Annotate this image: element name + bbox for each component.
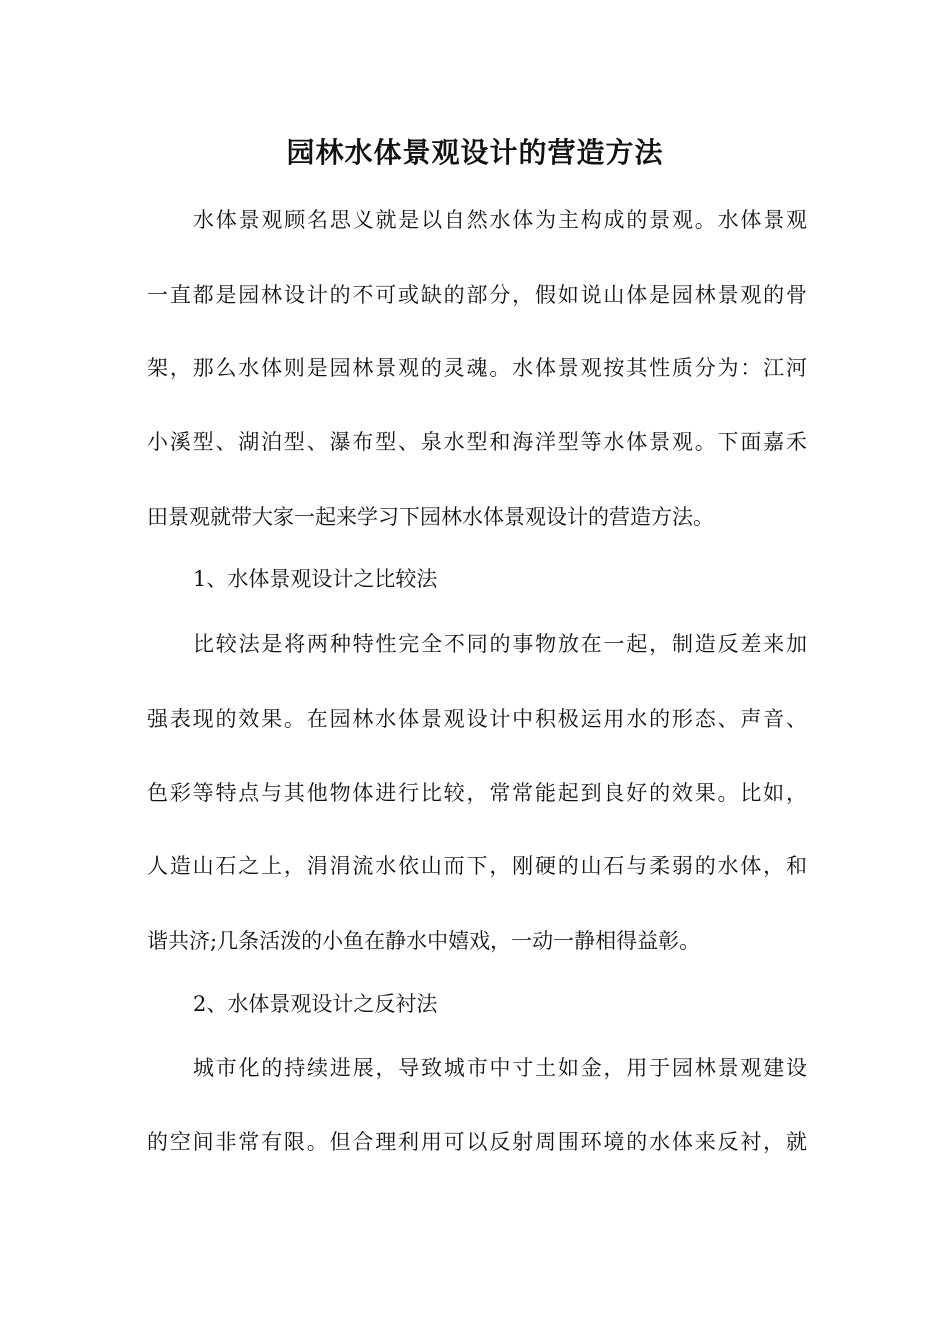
paragraph-1-line-3: 架，那么水体则是园林景观的灵魂。水体景观按其性质分为：江河 xyxy=(147,356,807,380)
paragraph-1-line-1: 水体景观顾名思义就是以自然水体为主构成的景观。水体景观 xyxy=(193,208,807,232)
paragraph-3-line-2: 的空间非常有限。但合理利用可以反射周围环境的水体来反衬，就 xyxy=(147,1130,807,1154)
document-title: 园林水体景观设计的营造方法 xyxy=(286,136,664,169)
paragraph-1-line-5: 田景观就带大家一起来学习下园林水体景观设计的营造方法。 xyxy=(147,505,714,529)
paragraph-2-line-4: 人造山石之上，涓涓流水依山而下，刚硬的山石与柔弱的水体，和 xyxy=(147,854,807,878)
section-heading-1: 1、水体景观设计之比较法 xyxy=(193,567,438,591)
paragraph-2-line-3: 色彩等特点与其他物体进行比较，常常能起到良好的效果。比如， xyxy=(147,781,807,805)
paragraph-2-line-5: 谐共济;几条活泼的小鱼在静水中嬉戏，一动一静相得益彰。 xyxy=(147,929,701,953)
paragraph-1-line-2: 一直都是园林设计的不可或缺的部分，假如说山体是园林景观的骨 xyxy=(147,283,807,307)
paragraph-1-line-4: 小溪型、湖泊型、瀑布型、泉水型和海洋型等水体景观。下面嘉禾 xyxy=(147,430,807,454)
paragraph-3-line-1: 城市化的持续进展，导致城市中寸土如金，用于园林景观建设 xyxy=(193,1056,807,1080)
paragraph-2-line-1: 比较法是将两种特性完全不同的事物放在一起，制造反差来加 xyxy=(193,632,807,656)
section-heading-2: 2、水体景观设计之反衬法 xyxy=(193,992,438,1016)
paragraph-2-line-2: 强表现的效果。在园林水体景观设计中积极运用水的形态、声音、 xyxy=(147,707,807,731)
